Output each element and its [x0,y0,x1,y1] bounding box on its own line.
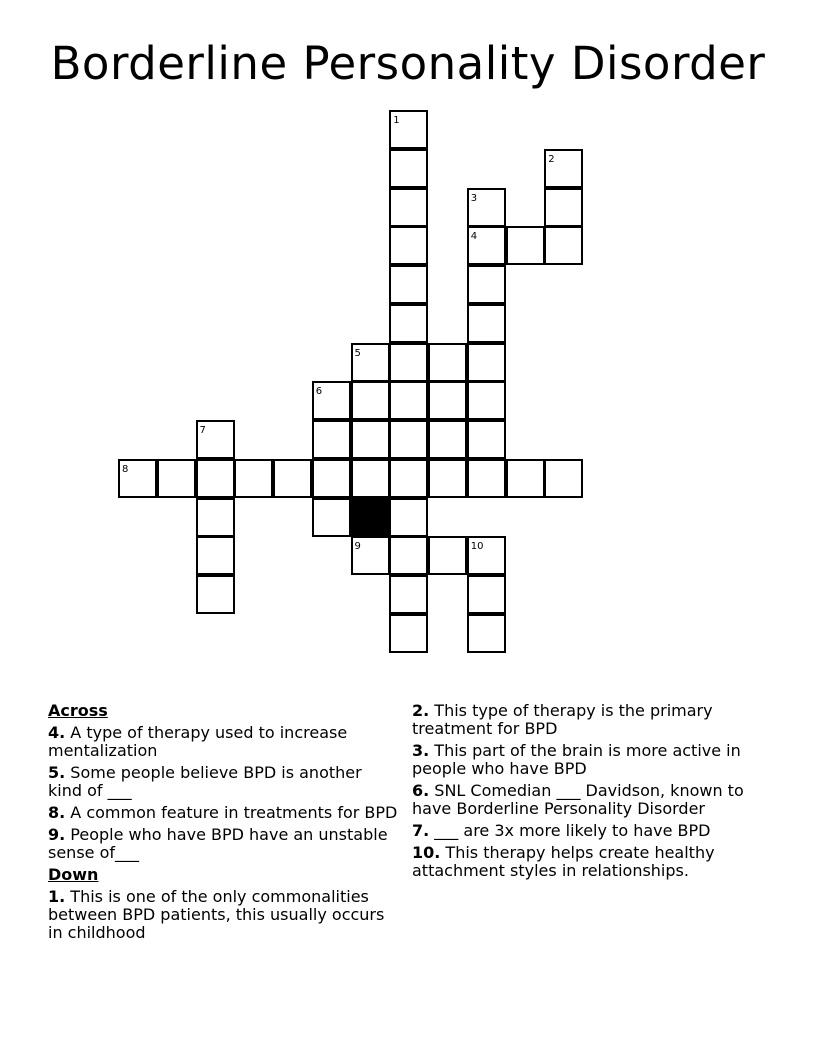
grid-cell[interactable] [312,381,351,420]
grid-cell[interactable] [312,498,351,537]
grid-cell[interactable] [389,420,428,459]
grid-cell[interactable] [196,575,235,614]
clue-number: 7 [199,425,206,436]
grid-cell[interactable] [389,459,428,498]
grid-cell[interactable] [389,149,428,188]
grid-cell[interactable] [389,265,428,304]
grid-cell[interactable] [389,110,428,149]
across-heading: Across [48,701,108,720]
grid-cell[interactable] [157,459,196,498]
clue-down-2: 2. This type of therapy is the primary treatment for BPD [412,701,713,738]
grid-cell[interactable] [389,343,428,382]
grid-cell[interactable] [467,420,506,459]
grid-cell[interactable] [506,226,545,265]
grid-cell[interactable] [544,226,583,265]
grid-cell[interactable] [467,188,506,227]
grid-cell[interactable] [544,149,583,188]
grid-cell[interactable] [312,459,351,498]
grid-cell[interactable] [467,614,506,653]
clue-across-8: 8. A common feature in treatments for BPD [48,803,398,822]
grid-cell[interactable] [544,188,583,227]
grid-cell[interactable] [273,459,312,498]
grid-cell[interactable] [467,343,506,382]
grid-cell[interactable] [467,381,506,420]
grid-cell[interactable] [544,459,583,498]
grid-cell[interactable] [428,420,467,459]
grid-cell[interactable] [389,536,428,575]
grid-cell[interactable] [428,343,467,382]
clue-down-10: 10. This therapy helps create healthy attachment styles in relationships. [412,843,715,880]
grid-cell[interactable] [389,614,428,653]
clue-number: 1 [393,115,400,126]
grid-cell[interactable] [351,343,390,382]
clues-column-right [412,702,752,884]
grid-cell[interactable] [467,536,506,575]
grid-cell[interactable] [351,381,390,420]
clue-across-9: 9. People who have BPD have an unstable sense of___ [48,825,388,862]
grid-cell[interactable] [389,226,428,265]
grid-cell[interactable] [312,420,351,459]
grid-cell[interactable] [118,459,157,498]
grid-cell[interactable] [196,498,235,537]
grid-cell[interactable] [351,420,390,459]
grid-cell[interactable] [389,381,428,420]
grid-cell[interactable] [389,188,428,227]
grid-cell[interactable] [351,536,390,575]
grid-cell[interactable] [196,420,235,459]
grid-cell[interactable] [351,459,390,498]
grid-cell[interactable] [506,459,545,498]
clue-number: 2 [548,153,555,165]
grid-cell[interactable] [467,459,506,498]
clue-down-1: 1. This is one of the only commonalities between BPD patients, this usually occurs in childhood [48,887,385,942]
grid-cell[interactable] [428,381,467,420]
clues-column-left [48,702,400,946]
clue-across-4: 4. A type of therapy used to increase mentalization [48,723,348,760]
grid-cell[interactable] [467,304,506,343]
clue-down-6: 6. SNL Comedian ___ Davidson, known to have Borderline Personality Disorder [412,781,744,818]
clue-down-3: 3. This part of the brain is more active in people who have BPD [412,741,741,778]
clue-down-7: 7. ___ are 3x more likely to have BPD [412,821,711,840]
clue-number: 3 [470,192,478,204]
clue-number: 5 [354,347,361,359]
grid-cell[interactable] [428,459,467,498]
clue-across-5: 5. Some people believe BPD is another kind of ___ [48,763,362,800]
grid-cell[interactable] [389,575,428,614]
clue-number: 8 [122,463,129,475]
down-heading: Down [48,865,99,884]
clue-number: 10 [470,541,484,553]
black-square [351,498,390,537]
page-title: Borderline Personality Disorder [50,37,766,90]
grid-cell[interactable] [467,226,506,265]
grid-cell[interactable] [467,575,506,614]
clue-number: 6 [315,386,323,398]
clue-number: 9 [354,541,361,553]
clue-number: 4 [470,231,478,243]
grid-cell[interactable] [389,304,428,343]
grid-cell[interactable] [234,459,273,498]
grid-cell[interactable] [196,536,235,575]
grid-cell[interactable] [196,459,235,498]
grid-cell[interactable] [389,498,428,537]
grid-cell[interactable] [428,536,467,575]
grid-cell[interactable] [467,265,506,304]
